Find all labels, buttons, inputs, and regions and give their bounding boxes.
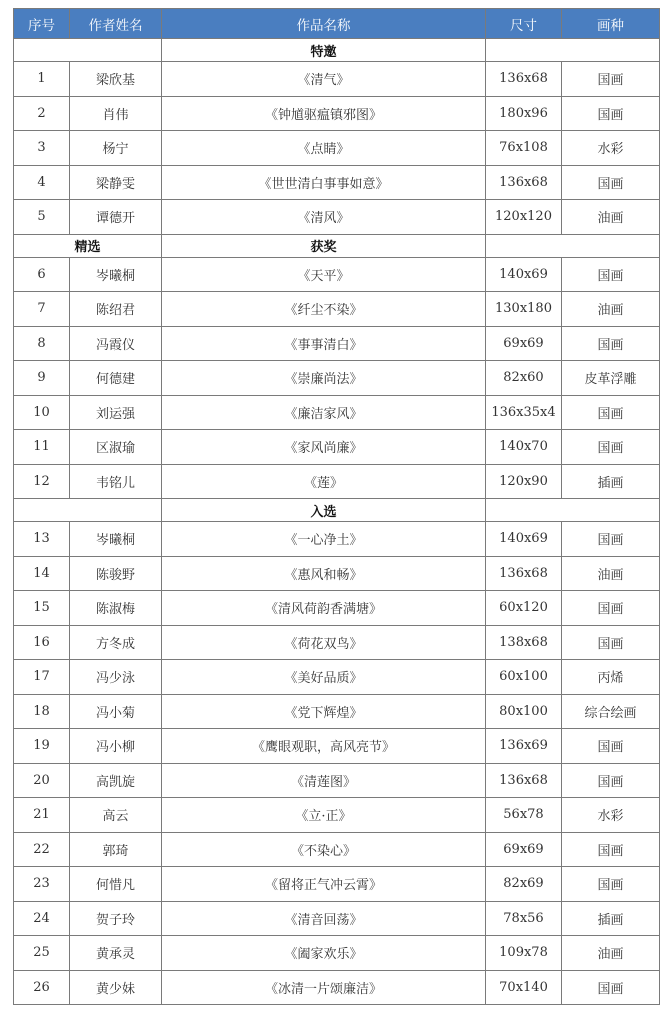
cell-author: 冯小菊 — [70, 694, 162, 729]
cell-type: 插画 — [562, 901, 660, 936]
header-type: 画种 — [562, 9, 660, 39]
table-header — [14, 9, 660, 39]
cell-title: 《清音回荡》 — [162, 901, 486, 936]
cell-no: 18 — [14, 694, 70, 729]
cell-no: 2 — [14, 96, 70, 131]
header-row — [14, 9, 660, 39]
cell-author: 冯霞仪 — [70, 326, 162, 361]
cell-no: 1 — [14, 62, 70, 97]
cell-no: 10 — [14, 395, 70, 430]
table-row — [14, 867, 660, 902]
cell-no: 9 — [14, 361, 70, 396]
section-title: 入选 — [162, 499, 486, 522]
cell-no: 16 — [14, 625, 70, 660]
cell-title: 《清气》 — [162, 62, 486, 97]
table-row — [14, 200, 660, 235]
cell-type: 国画 — [562, 832, 660, 867]
cell-title: 《阖家欢乐》 — [162, 936, 486, 971]
cell-no: 12 — [14, 464, 70, 499]
cell-author: 岑曦桐 — [70, 522, 162, 557]
cell-author: 贺子玲 — [70, 901, 162, 936]
cell-size: 136x35x4 — [486, 395, 562, 430]
table-row — [14, 165, 660, 200]
cell-author: 谭德开 — [70, 200, 162, 235]
cell-no: 5 — [14, 200, 70, 235]
cell-author: 区淑瑜 — [70, 430, 162, 465]
cell-no: 23 — [14, 867, 70, 902]
cell-title: 《不染心》 — [162, 832, 486, 867]
cell-type: 油画 — [562, 556, 660, 591]
cell-title: 《立·正》 — [162, 798, 486, 833]
cell-author: 高凯旋 — [70, 763, 162, 798]
cell-title: 《纤尘不染》 — [162, 292, 486, 327]
cell-no: 4 — [14, 165, 70, 200]
cell-size: 130x180 — [486, 292, 562, 327]
cell-no: 24 — [14, 901, 70, 936]
cell-title: 《钟馗驱瘟镇邪图》 — [162, 96, 486, 131]
cell-title: 《美好品质》 — [162, 660, 486, 695]
section-row — [14, 234, 660, 257]
cell-no: 26 — [14, 970, 70, 1005]
cell-title: 《家风尚廉》 — [162, 430, 486, 465]
cell-title: 《莲》 — [162, 464, 486, 499]
cell-title: 《清风》 — [162, 200, 486, 235]
table-row — [14, 832, 660, 867]
table-row — [14, 660, 660, 695]
cell-title: 《廉洁家风》 — [162, 395, 486, 430]
cell-type: 插画 — [562, 464, 660, 499]
cell-title: 《世世清白事事如意》 — [162, 165, 486, 200]
cell-author: 梁欣基 — [70, 62, 162, 97]
table-row — [14, 591, 660, 626]
cell-size: 70x140 — [486, 970, 562, 1005]
cell-type: 国画 — [562, 430, 660, 465]
cell-title: 《事事清白》 — [162, 326, 486, 361]
section-spacer — [486, 499, 660, 522]
cell-title: 《荷花双鸟》 — [162, 625, 486, 660]
cell-author: 黄承灵 — [70, 936, 162, 971]
cell-author: 冯少泳 — [70, 660, 162, 695]
cell-title: 《党下辉煌》 — [162, 694, 486, 729]
cell-type: 国画 — [562, 867, 660, 902]
table-row — [14, 326, 660, 361]
table-row — [14, 936, 660, 971]
cell-size: 78x56 — [486, 901, 562, 936]
cell-size: 136x69 — [486, 729, 562, 764]
cell-type: 国画 — [562, 591, 660, 626]
cell-size: 136x68 — [486, 763, 562, 798]
header-no: 序号 — [14, 9, 70, 39]
cell-no: 14 — [14, 556, 70, 591]
cell-author: 韦铭儿 — [70, 464, 162, 499]
cell-no: 20 — [14, 763, 70, 798]
cell-author: 肖伟 — [70, 96, 162, 131]
cell-size: 136x68 — [486, 556, 562, 591]
cell-size: 140x70 — [486, 430, 562, 465]
cell-type: 国画 — [562, 763, 660, 798]
table-row — [14, 970, 660, 1005]
table-row — [14, 257, 660, 292]
cell-size: 140x69 — [486, 257, 562, 292]
cell-author: 刘运强 — [70, 395, 162, 430]
header-title: 作品名称 — [162, 9, 486, 39]
cell-size: 80x100 — [486, 694, 562, 729]
cell-author: 梁静雯 — [70, 165, 162, 200]
cell-type: 国画 — [562, 395, 660, 430]
cell-no: 15 — [14, 591, 70, 626]
cell-type: 皮革浮雕 — [562, 361, 660, 396]
section-left-label — [14, 499, 162, 522]
cell-size: 69x69 — [486, 832, 562, 867]
table-row — [14, 522, 660, 557]
cell-size: 109x78 — [486, 936, 562, 971]
cell-type: 国画 — [562, 522, 660, 557]
section-spacer — [486, 39, 660, 62]
cell-size: 82x69 — [486, 867, 562, 902]
cell-type: 国画 — [562, 165, 660, 200]
cell-author: 何德建 — [70, 361, 162, 396]
cell-no: 21 — [14, 798, 70, 833]
cell-author: 陈骏野 — [70, 556, 162, 591]
cell-type: 综合绘画 — [562, 694, 660, 729]
cell-author: 岑曦桐 — [70, 257, 162, 292]
cell-type: 国画 — [562, 729, 660, 764]
table-row — [14, 292, 660, 327]
table-body — [14, 39, 660, 1005]
table-row — [14, 96, 660, 131]
cell-size: 56x78 — [486, 798, 562, 833]
cell-title: 《崇廉尚法》 — [162, 361, 486, 396]
cell-title: 《清风荷韵香满塘》 — [162, 591, 486, 626]
cell-author: 高云 — [70, 798, 162, 833]
cell-type: 国画 — [562, 970, 660, 1005]
cell-size: 60x100 — [486, 660, 562, 695]
cell-no: 3 — [14, 131, 70, 166]
cell-no: 8 — [14, 326, 70, 361]
section-title: 获奖 — [162, 234, 486, 257]
cell-author: 冯小柳 — [70, 729, 162, 764]
cell-size: 120x120 — [486, 200, 562, 235]
cell-author: 方冬成 — [70, 625, 162, 660]
table-row — [14, 729, 660, 764]
cell-title: 《惠风和畅》 — [162, 556, 486, 591]
cell-title: 《天平》 — [162, 257, 486, 292]
cell-no: 19 — [14, 729, 70, 764]
cell-size: 136x68 — [486, 165, 562, 200]
table-row — [14, 798, 660, 833]
cell-title: 《清莲图》 — [162, 763, 486, 798]
cell-size: 82x60 — [486, 361, 562, 396]
cell-no: 17 — [14, 660, 70, 695]
table-row — [14, 361, 660, 396]
cell-title: 《冰清一片颂廉洁》 — [162, 970, 486, 1005]
table-row — [14, 625, 660, 660]
cell-type: 国画 — [562, 326, 660, 361]
section-row — [14, 39, 660, 62]
cell-type: 水彩 — [562, 131, 660, 166]
section-title: 特邀 — [162, 39, 486, 62]
cell-type: 油画 — [562, 936, 660, 971]
table-row — [14, 62, 660, 97]
cell-author: 何惜凡 — [70, 867, 162, 902]
cell-size: 69x69 — [486, 326, 562, 361]
cell-author: 陈绍君 — [70, 292, 162, 327]
cell-size: 60x120 — [486, 591, 562, 626]
cell-no: 22 — [14, 832, 70, 867]
cell-type: 国画 — [562, 62, 660, 97]
cell-type: 国画 — [562, 625, 660, 660]
cell-type: 油画 — [562, 292, 660, 327]
cell-size: 140x69 — [486, 522, 562, 557]
cell-type: 丙烯 — [562, 660, 660, 695]
header-author: 作者姓名 — [70, 9, 162, 39]
artwork-table — [13, 8, 660, 1005]
table-row — [14, 395, 660, 430]
section-left-label — [14, 39, 162, 62]
table-row — [14, 694, 660, 729]
cell-title: 《一心净土》 — [162, 522, 486, 557]
table-row — [14, 430, 660, 465]
header-size: 尺寸 — [486, 9, 562, 39]
artwork-list — [13, 8, 659, 1005]
cell-type: 油画 — [562, 200, 660, 235]
cell-title: 《留将正气冲云霄》 — [162, 867, 486, 902]
cell-title: 《点睛》 — [162, 131, 486, 166]
cell-author: 黄少妹 — [70, 970, 162, 1005]
cell-title: 《鹰眼观职，高风亮节》 — [162, 729, 486, 764]
cell-author: 杨宁 — [70, 131, 162, 166]
cell-no: 6 — [14, 257, 70, 292]
table-row — [14, 131, 660, 166]
cell-size: 120x90 — [486, 464, 562, 499]
table-row — [14, 556, 660, 591]
cell-no: 25 — [14, 936, 70, 971]
cell-author: 郭琦 — [70, 832, 162, 867]
table-row — [14, 901, 660, 936]
table-row — [14, 763, 660, 798]
cell-type: 水彩 — [562, 798, 660, 833]
cell-size: 76x108 — [486, 131, 562, 166]
cell-size: 136x68 — [486, 62, 562, 97]
cell-size: 138x68 — [486, 625, 562, 660]
section-left-label: 精选 — [14, 234, 162, 257]
cell-no: 13 — [14, 522, 70, 557]
cell-author: 陈淑梅 — [70, 591, 162, 626]
cell-no: 11 — [14, 430, 70, 465]
cell-type: 国画 — [562, 96, 660, 131]
cell-size: 180x96 — [486, 96, 562, 131]
cell-type: 国画 — [562, 257, 660, 292]
cell-no: 7 — [14, 292, 70, 327]
table-row — [14, 464, 660, 499]
section-row — [14, 499, 660, 522]
section-spacer — [486, 234, 660, 257]
